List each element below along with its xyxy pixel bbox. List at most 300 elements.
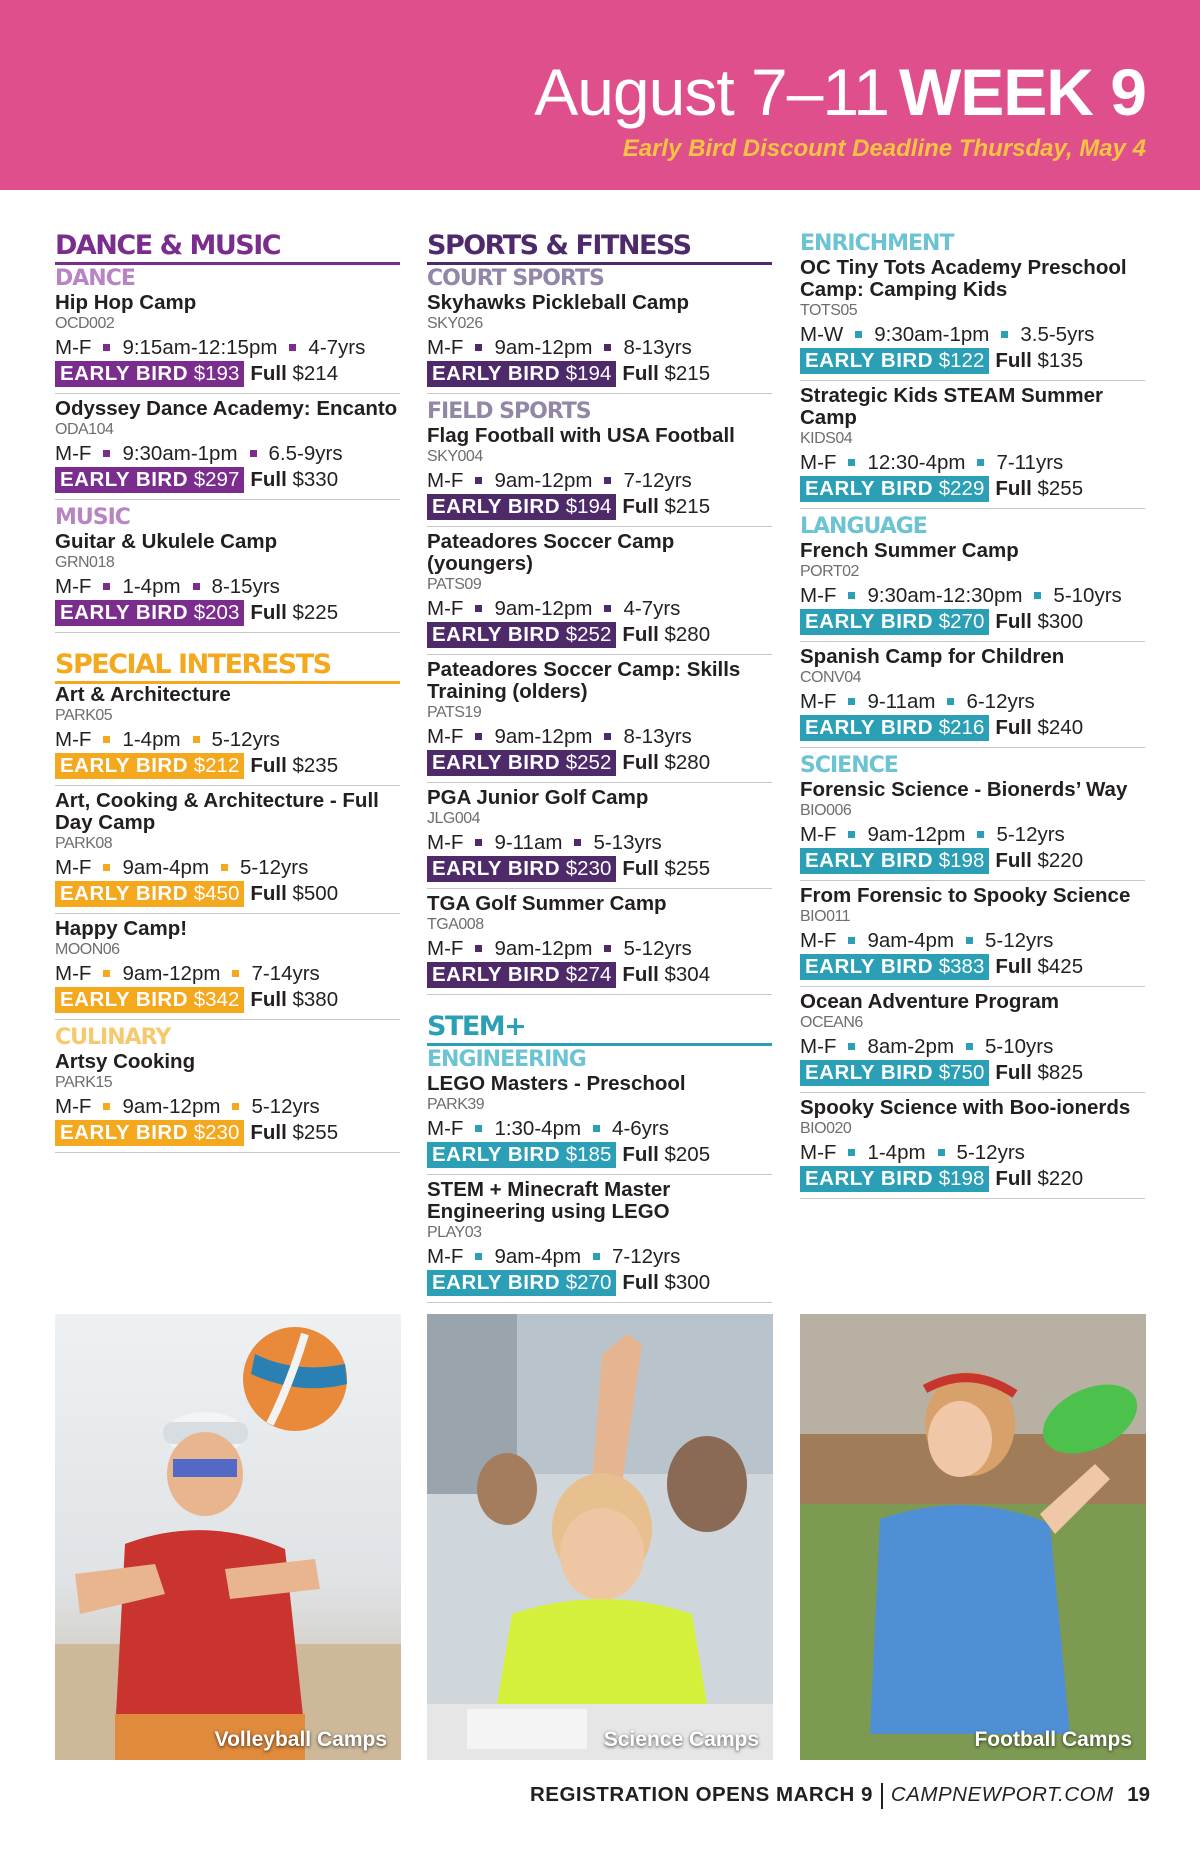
camp-name: Artsy Cooking — [55, 1050, 196, 1073]
bullet-icon — [475, 1125, 482, 1132]
full-label: Full — [995, 1061, 1032, 1084]
camp-code: SKY004 — [427, 448, 483, 465]
full-amount: $215 — [664, 495, 711, 518]
early-bird-label: EARLY BIRD — [432, 751, 561, 774]
camp-schedule — [800, 321, 1145, 348]
early-bird-label: EARLY BIRD — [60, 362, 189, 385]
camp-time: 12:30-4pm — [867, 451, 966, 474]
early-bird-amount: $194 — [565, 362, 612, 385]
bullet-icon — [977, 459, 984, 466]
camp-code: BIO011 — [800, 908, 851, 925]
camp-days: M-F — [55, 336, 92, 359]
early-bird-price-badge — [55, 600, 244, 626]
early-bird-amount: $193 — [193, 362, 240, 385]
early-bird-price-badge — [427, 1142, 616, 1168]
early-bird-price-badge — [55, 361, 244, 387]
bullet-icon — [593, 1125, 600, 1132]
full-label: Full — [622, 1271, 659, 1294]
early-bird-amount: $216 — [938, 716, 985, 739]
full-price — [622, 623, 710, 646]
camp-schedule — [800, 688, 1145, 715]
full-price — [622, 857, 710, 880]
camp-time: 9am-12pm — [494, 725, 593, 748]
bullet-icon — [475, 477, 482, 484]
full-price — [250, 988, 338, 1011]
full-amount: $235 — [292, 754, 339, 777]
camp-days: M-W — [800, 323, 844, 346]
early-bird-label: EARLY BIRD — [805, 477, 934, 500]
full-label: Full — [622, 1143, 659, 1166]
camp-time: 9:30am-12:30pm — [867, 584, 1023, 607]
full-price — [995, 849, 1083, 872]
camp-listing[interactable] — [800, 991, 1145, 1093]
bullet-icon — [475, 1253, 482, 1260]
camp-code: MOON06 — [55, 941, 120, 958]
camp-time: 9:30am-1pm — [874, 323, 990, 346]
bullet-icon — [947, 698, 954, 705]
camp-listing[interactable] — [800, 885, 1145, 987]
full-label: Full — [250, 468, 287, 491]
early-bird-amount: $383 — [938, 955, 985, 978]
early-bird-price-badge — [427, 494, 616, 520]
subsection-title: ENGINEERING — [427, 1047, 586, 1072]
camp-time: 9:15am-12:15pm — [122, 336, 278, 359]
camp-schedule — [800, 927, 1145, 954]
camp-price — [800, 848, 1145, 874]
camp-ages: 5-12yrs — [623, 937, 692, 960]
camp-days: M-F — [55, 856, 92, 879]
subsection-title: COURT SPORTS — [427, 266, 604, 291]
early-bird-amount: $185 — [565, 1143, 612, 1166]
page-footer — [530, 1780, 1150, 1810]
camp-code: PARK08 — [55, 835, 113, 852]
full-price — [995, 955, 1083, 978]
camp-name: French Summer Camp — [800, 539, 1019, 562]
early-bird-label: EARLY BIRD — [432, 857, 561, 880]
bullet-icon — [966, 937, 973, 944]
camp-price — [800, 1166, 1145, 1192]
camp-code: OCEAN6 — [800, 1014, 863, 1031]
photo-science — [427, 1314, 773, 1760]
early-bird-label: EARLY BIRD — [805, 849, 934, 872]
bullet-icon — [475, 839, 482, 846]
full-amount: $380 — [292, 988, 339, 1011]
football-photo-image — [800, 1314, 1146, 1760]
camp-time: 9am-12pm — [122, 962, 221, 985]
early-bird-label: EARLY BIRD — [805, 1167, 934, 1190]
full-amount: $240 — [1037, 716, 1084, 739]
camp-code: GRN018 — [55, 554, 115, 571]
early-bird-amount: $212 — [193, 754, 240, 777]
camp-days: M-F — [55, 1095, 92, 1118]
camp-time: 9am-4pm — [494, 1245, 582, 1268]
camp-time: 9-11am — [494, 831, 563, 854]
bullet-icon — [604, 945, 611, 952]
early-bird-price-badge — [800, 715, 989, 741]
subsection-title: CULINARY — [55, 1025, 171, 1050]
camp-ages: 6-12yrs — [966, 690, 1035, 713]
early-bird-price-badge — [427, 962, 616, 988]
camp-name: Strategic Kids STEAM Summer Camp — [800, 384, 1104, 429]
camp-schedule — [427, 467, 772, 494]
bullet-icon — [848, 937, 855, 944]
camp-schedule — [55, 440, 400, 467]
camp-listing[interactable] — [55, 531, 400, 633]
camp-listing[interactable] — [800, 257, 1145, 381]
bullet-icon — [250, 450, 257, 457]
camp-schedule — [427, 1115, 772, 1142]
early-bird-price-badge — [55, 1120, 244, 1146]
camp-ages: 7-12yrs — [623, 469, 692, 492]
camp-name: Odyssey Dance Academy: Encanto — [55, 397, 398, 420]
full-price — [995, 349, 1083, 372]
camp-listing[interactable] — [427, 425, 772, 527]
bullet-icon — [289, 344, 296, 351]
camp-time: 9am-12pm — [122, 1095, 221, 1118]
camp-listing[interactable] — [55, 918, 400, 1020]
early-bird-label: EARLY BIRD — [432, 623, 561, 646]
full-amount: $220 — [1037, 849, 1084, 872]
early-bird-deadline: Early Bird Discount Deadline Thursday, May 4 — [622, 135, 1146, 162]
camp-name: Spanish Camp for Children — [800, 645, 1065, 668]
full-amount: $255 — [664, 857, 711, 880]
camp-listing[interactable] — [427, 531, 772, 655]
camp-ages: 5-13yrs — [593, 831, 662, 854]
early-bird-label: EARLY BIRD — [805, 349, 934, 372]
camp-days: M-F — [427, 1245, 464, 1268]
bullet-icon — [232, 1103, 239, 1110]
camp-time: 9am-12pm — [494, 597, 593, 620]
early-bird-label: EARLY BIRD — [805, 955, 934, 978]
camp-schedule — [427, 935, 772, 962]
camp-name: Ocean Adventure Program — [800, 990, 1059, 1013]
camp-name: Pateadores Soccer Camp: Skills Training (olders) — [427, 658, 741, 703]
camp-name: Skyhawks Pickleball Camp — [427, 291, 690, 314]
camp-listing[interactable] — [427, 787, 772, 889]
bullet-icon — [1001, 331, 1008, 338]
full-amount: $280 — [664, 623, 711, 646]
full-price — [995, 716, 1083, 739]
camp-days: M-F — [55, 962, 92, 985]
camp-time: 1-4pm — [122, 728, 181, 751]
section-sports — [427, 230, 772, 995]
full-amount: $255 — [1037, 477, 1084, 500]
camp-code: PATS19 — [427, 704, 482, 721]
camp-days: M-F — [427, 831, 464, 854]
camp-name: Spooky Science with Boo-ionerds — [800, 1096, 1131, 1119]
camp-code: JLG004 — [427, 810, 481, 827]
early-bird-price-badge — [800, 476, 989, 502]
bullet-icon — [848, 831, 855, 838]
full-amount: $214 — [292, 362, 339, 385]
camp-listing[interactable] — [55, 292, 400, 394]
camp-days: M-F — [427, 597, 464, 620]
full-label: Full — [622, 857, 659, 880]
early-bird-amount: $270 — [565, 1271, 612, 1294]
camp-name: From Forensic to Spooky Science — [800, 884, 1131, 907]
bullet-icon — [475, 344, 482, 351]
camp-price — [800, 348, 1145, 374]
camp-code: PORT02 — [800, 563, 859, 580]
camp-schedule — [55, 726, 400, 753]
full-label: Full — [622, 963, 659, 986]
camp-ages: 5-12yrs — [240, 856, 309, 879]
full-amount: $135 — [1037, 349, 1084, 372]
website-link[interactable]: CAMPNEWPORT.COM — [890, 1783, 1114, 1806]
camp-schedule — [800, 582, 1145, 609]
subsection-title: LANGUAGE — [800, 514, 927, 539]
camp-schedule — [427, 723, 772, 750]
early-bird-amount: $230 — [565, 857, 612, 880]
early-bird-price-badge — [800, 848, 989, 874]
camp-price — [55, 753, 400, 779]
photo-volleyball — [55, 1314, 401, 1760]
full-price — [622, 362, 710, 385]
camp-days: M-F — [427, 725, 464, 748]
subsection-title: ENRICHMENT — [800, 231, 954, 256]
early-bird-amount: $297 — [193, 468, 240, 491]
full-label: Full — [622, 362, 659, 385]
early-bird-label: EARLY BIRD — [805, 1061, 934, 1084]
camp-ages: 8-13yrs — [623, 336, 692, 359]
bullet-icon — [977, 831, 984, 838]
full-amount: $280 — [664, 751, 711, 774]
camp-code: BIO006 — [800, 802, 852, 819]
camp-listing[interactable] — [427, 1179, 772, 1303]
bullet-icon — [103, 583, 110, 590]
camp-days: M-F — [55, 442, 92, 465]
camp-code: TOTS05 — [800, 302, 858, 319]
camp-schedule — [427, 595, 772, 622]
camp-listing[interactable] — [427, 292, 772, 394]
camp-name: Art, Cooking & Architecture - Full Day Camp — [55, 789, 379, 834]
footer-divider — [881, 1783, 883, 1809]
full-price — [622, 1143, 710, 1166]
full-amount: $300 — [1037, 610, 1084, 633]
early-bird-price-badge — [800, 954, 989, 980]
camp-name: Happy Camp! — [55, 917, 188, 940]
bullet-icon — [475, 733, 482, 740]
camp-code: PLAY03 — [427, 1224, 482, 1241]
camp-price — [427, 856, 772, 882]
bullet-icon — [103, 344, 110, 351]
camp-listing[interactable] — [800, 646, 1145, 748]
camp-listing[interactable] — [800, 540, 1145, 642]
camp-price — [427, 361, 772, 387]
camp-ages: 3.5-5yrs — [1020, 323, 1095, 346]
camp-name: STEM + Minecraft Master Engineering using LEGO — [427, 1178, 671, 1223]
early-bird-amount: $198 — [938, 849, 985, 872]
photo-football — [800, 1314, 1146, 1760]
bullet-icon — [848, 592, 855, 599]
camp-ages: 4-6yrs — [612, 1117, 670, 1140]
full-amount: $215 — [664, 362, 711, 385]
camp-code: OCD002 — [55, 315, 115, 332]
full-label: Full — [995, 349, 1032, 372]
camp-listing[interactable] — [55, 684, 400, 786]
early-bird-price-badge — [427, 750, 616, 776]
camp-listing[interactable] — [427, 1073, 772, 1175]
camp-ages: 4-7yrs — [308, 336, 366, 359]
full-price — [250, 754, 338, 777]
early-bird-amount: $270 — [938, 610, 985, 633]
photo-caption: Volleyball Camps — [214, 1728, 387, 1751]
camp-listing[interactable] — [55, 790, 400, 914]
week-number: WEEK 9 — [898, 55, 1146, 129]
camp-ages: 5-12yrs — [251, 1095, 320, 1118]
camp-ages: 7-12yrs — [612, 1245, 681, 1268]
early-bird-amount: $230 — [193, 1121, 240, 1144]
camp-days: M-F — [800, 690, 837, 713]
camp-name: Flag Football with USA Football — [427, 424, 735, 447]
camp-code: PATS09 — [427, 576, 482, 593]
subsection-title: SCIENCE — [800, 753, 898, 778]
camp-days: M-F — [800, 1141, 837, 1164]
camp-ages: 7-11yrs — [996, 451, 1064, 474]
full-amount: $255 — [292, 1121, 339, 1144]
camp-days: M-F — [55, 728, 92, 751]
section-title: STEM+ — [427, 1011, 772, 1046]
full-label: Full — [250, 988, 287, 1011]
camp-schedule — [427, 334, 772, 361]
camp-price — [427, 622, 772, 648]
bullet-icon — [103, 1103, 110, 1110]
bullet-icon — [938, 1149, 945, 1156]
camp-schedule — [55, 960, 400, 987]
bullet-icon — [1034, 592, 1041, 599]
full-price — [995, 1167, 1083, 1190]
camp-listing[interactable] — [800, 1097, 1145, 1199]
full-label: Full — [250, 1121, 287, 1144]
bullet-icon — [604, 477, 611, 484]
early-bird-price-badge — [427, 361, 616, 387]
science-photo-image — [427, 1314, 773, 1760]
bullet-icon — [103, 450, 110, 457]
full-amount: $825 — [1037, 1061, 1084, 1084]
bullet-icon — [103, 864, 110, 871]
full-label: Full — [250, 601, 287, 624]
full-label: Full — [622, 623, 659, 646]
camp-listing[interactable] — [427, 893, 772, 995]
camp-name: PGA Junior Golf Camp — [427, 786, 649, 809]
camp-time: 9am-12pm — [494, 937, 593, 960]
camp-time: 1-4pm — [867, 1141, 926, 1164]
camp-days: M-F — [55, 575, 92, 598]
camp-name: Guitar & Ukulele Camp — [55, 530, 278, 553]
section-stem — [427, 1011, 772, 1303]
camp-code: PARK39 — [427, 1096, 485, 1113]
photo-caption: Science Camps — [603, 1728, 759, 1751]
early-bird-price-badge — [55, 467, 244, 493]
early-bird-label: EARLY BIRD — [432, 1271, 561, 1294]
early-bird-amount: $252 — [565, 623, 612, 646]
early-bird-amount: $229 — [938, 477, 985, 500]
camp-listing[interactable] — [55, 1051, 400, 1153]
full-price — [995, 610, 1083, 633]
camp-ages: 5-10yrs — [985, 1035, 1054, 1058]
full-label: Full — [995, 477, 1032, 500]
early-bird-amount: $450 — [193, 882, 240, 905]
column-right — [800, 230, 1145, 1203]
bullet-icon — [604, 344, 611, 351]
early-bird-price-badge — [427, 856, 616, 882]
camp-name: OC Tiny Tots Academy Preschool Camp: Camping Kids — [800, 256, 1127, 301]
camp-time: 9am-12pm — [867, 823, 966, 846]
full-label: Full — [622, 751, 659, 774]
early-bird-label: EARLY BIRD — [432, 495, 561, 518]
page-header — [0, 0, 1200, 190]
early-bird-amount: $342 — [193, 988, 240, 1011]
early-bird-price-badge — [55, 753, 244, 779]
full-label: Full — [995, 1167, 1032, 1190]
camp-time: 9am-4pm — [122, 856, 210, 879]
camp-price — [800, 476, 1145, 502]
full-price — [622, 1271, 710, 1294]
early-bird-label: EARLY BIRD — [60, 468, 189, 491]
bullet-icon — [604, 733, 611, 740]
early-bird-amount: $203 — [193, 601, 240, 624]
camp-schedule — [800, 449, 1145, 476]
camp-price — [55, 881, 400, 907]
camp-code: CONV04 — [800, 669, 862, 686]
early-bird-amount: $198 — [938, 1167, 985, 1190]
full-label: Full — [250, 882, 287, 905]
section-title: DANCE & MUSIC — [55, 230, 400, 265]
full-amount: $220 — [1037, 1167, 1084, 1190]
bullet-icon — [855, 331, 862, 338]
camp-time: 9am-4pm — [867, 929, 955, 952]
camp-schedule — [800, 821, 1145, 848]
column-middle — [427, 230, 772, 1307]
camp-listing[interactable] — [427, 659, 772, 783]
week-dates: August 7–11 — [534, 55, 889, 129]
full-price — [250, 882, 338, 905]
page-number: 19 — [1127, 1783, 1150, 1806]
volleyball-photo-image — [55, 1314, 401, 1760]
camp-time: 1-4pm — [122, 575, 181, 598]
bullet-icon — [966, 1043, 973, 1050]
full-amount: $225 — [292, 601, 339, 624]
section-title: SPORTS & FITNESS — [427, 230, 772, 265]
camp-schedule — [800, 1033, 1145, 1060]
early-bird-label: EARLY BIRD — [60, 754, 189, 777]
camp-ages: 5-12yrs — [211, 728, 280, 751]
camp-price — [55, 987, 400, 1013]
camp-listing[interactable] — [800, 385, 1145, 509]
bullet-icon — [848, 1043, 855, 1050]
camp-listing[interactable] — [55, 398, 400, 500]
bullet-icon — [848, 698, 855, 705]
camp-ages: 8-15yrs — [211, 575, 280, 598]
full-price — [622, 751, 710, 774]
early-bird-label: EARLY BIRD — [60, 1121, 189, 1144]
early-bird-price-badge — [800, 1060, 989, 1086]
full-price — [995, 477, 1083, 500]
early-bird-price-badge — [55, 881, 244, 907]
camp-price — [427, 494, 772, 520]
full-label: Full — [250, 754, 287, 777]
full-label: Full — [995, 955, 1032, 978]
full-label: Full — [995, 716, 1032, 739]
camp-ages: 8-13yrs — [623, 725, 692, 748]
bullet-icon — [574, 839, 581, 846]
bullet-icon — [193, 736, 200, 743]
bullet-icon — [593, 1253, 600, 1260]
early-bird-amount: $122 — [938, 349, 985, 372]
camp-listing[interactable] — [800, 779, 1145, 881]
camp-price — [800, 609, 1145, 635]
early-bird-label: EARLY BIRD — [60, 988, 189, 1011]
